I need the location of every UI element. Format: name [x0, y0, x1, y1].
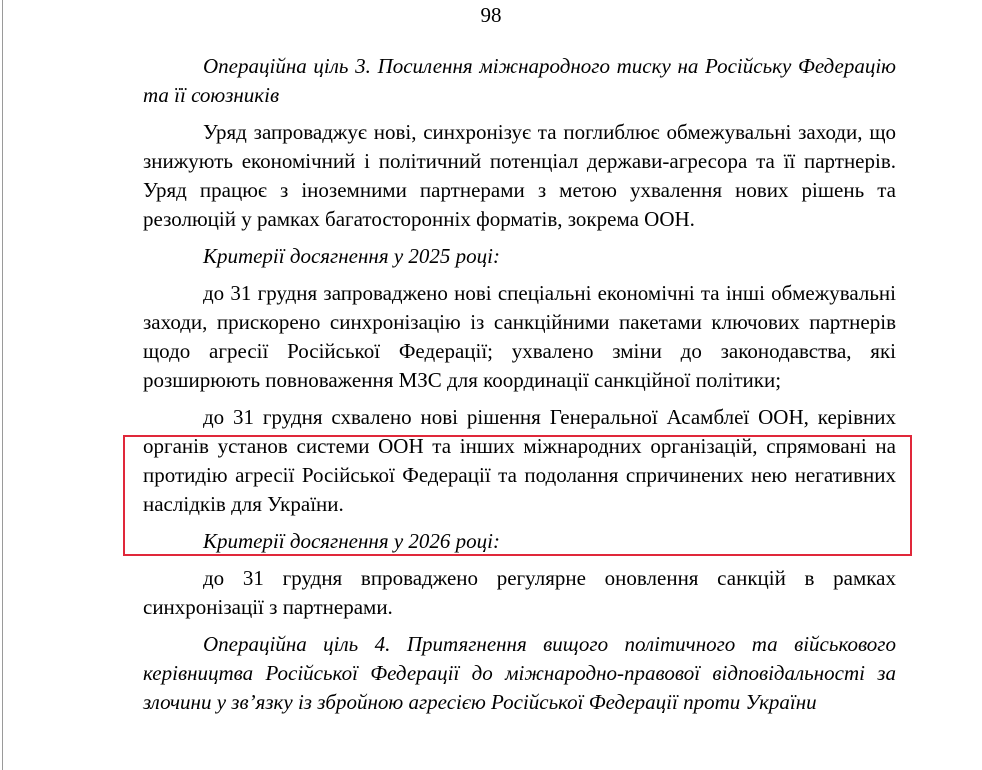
page-edge-line: [2, 0, 3, 770]
criteria-2025-item-1: до 31 грудня запроваджено нові спеціальні економічні та інші обмежувальні заходи, прискорено синхронізацію із санкційними пакетами ключових партнерів щодо агресії Російської Федерації; ухвалено зміни до законодавства, які розширюють повноваження МЗС для координації санкційної політики;: [143, 281, 896, 392]
operational-goal-3-heading: Операційна ціль 3. Посилення міжнародного тиску на Російську Федерацію та її союзників: [143, 54, 896, 107]
page-content: [143, 52, 896, 717]
goal-3-description: Уряд запроваджує нові, синхронізує та поглиблює обмежувальні заходи, що знижують економічний і політичний потенціал держави-агресора та її партнерів. Уряд працює з іноземними партнерами з метою ухвалення нових рішень та резолюцій у рамках багатосторонніх форматів, зокрема ООН.: [143, 120, 896, 231]
criteria-2025-item-2: до 31 грудня схвалено нові рішення Генеральної Асамблеї ООН, керівних органів установ системи ООН та інших міжнародних організацій, спрямовані на протидію агресії Російської Федерації та подолання спричинених нею негативних наслідків для України.: [143, 405, 896, 516]
criteria-2025-heading: Критерії досягнення у 2025 році:: [203, 244, 500, 268]
criteria-2026-item-1: до 31 грудня впроваджено регулярне оновлення санкцій в рамках синхронізації з партнерами.: [143, 566, 896, 619]
operational-goal-4-heading: Операційна ціль 4. Притягнення вищого політичного та військового керівництва Російської Федерації до міжнародно-правової відповідальності за злочини у зв’язку із збройною агресією Російської Федерації проти України: [143, 632, 896, 714]
highlight-box: [123, 435, 912, 556]
page-number: 98: [480, 3, 502, 27]
criteria-2026-heading: Критерії досягнення у 2026 році:: [203, 529, 500, 553]
